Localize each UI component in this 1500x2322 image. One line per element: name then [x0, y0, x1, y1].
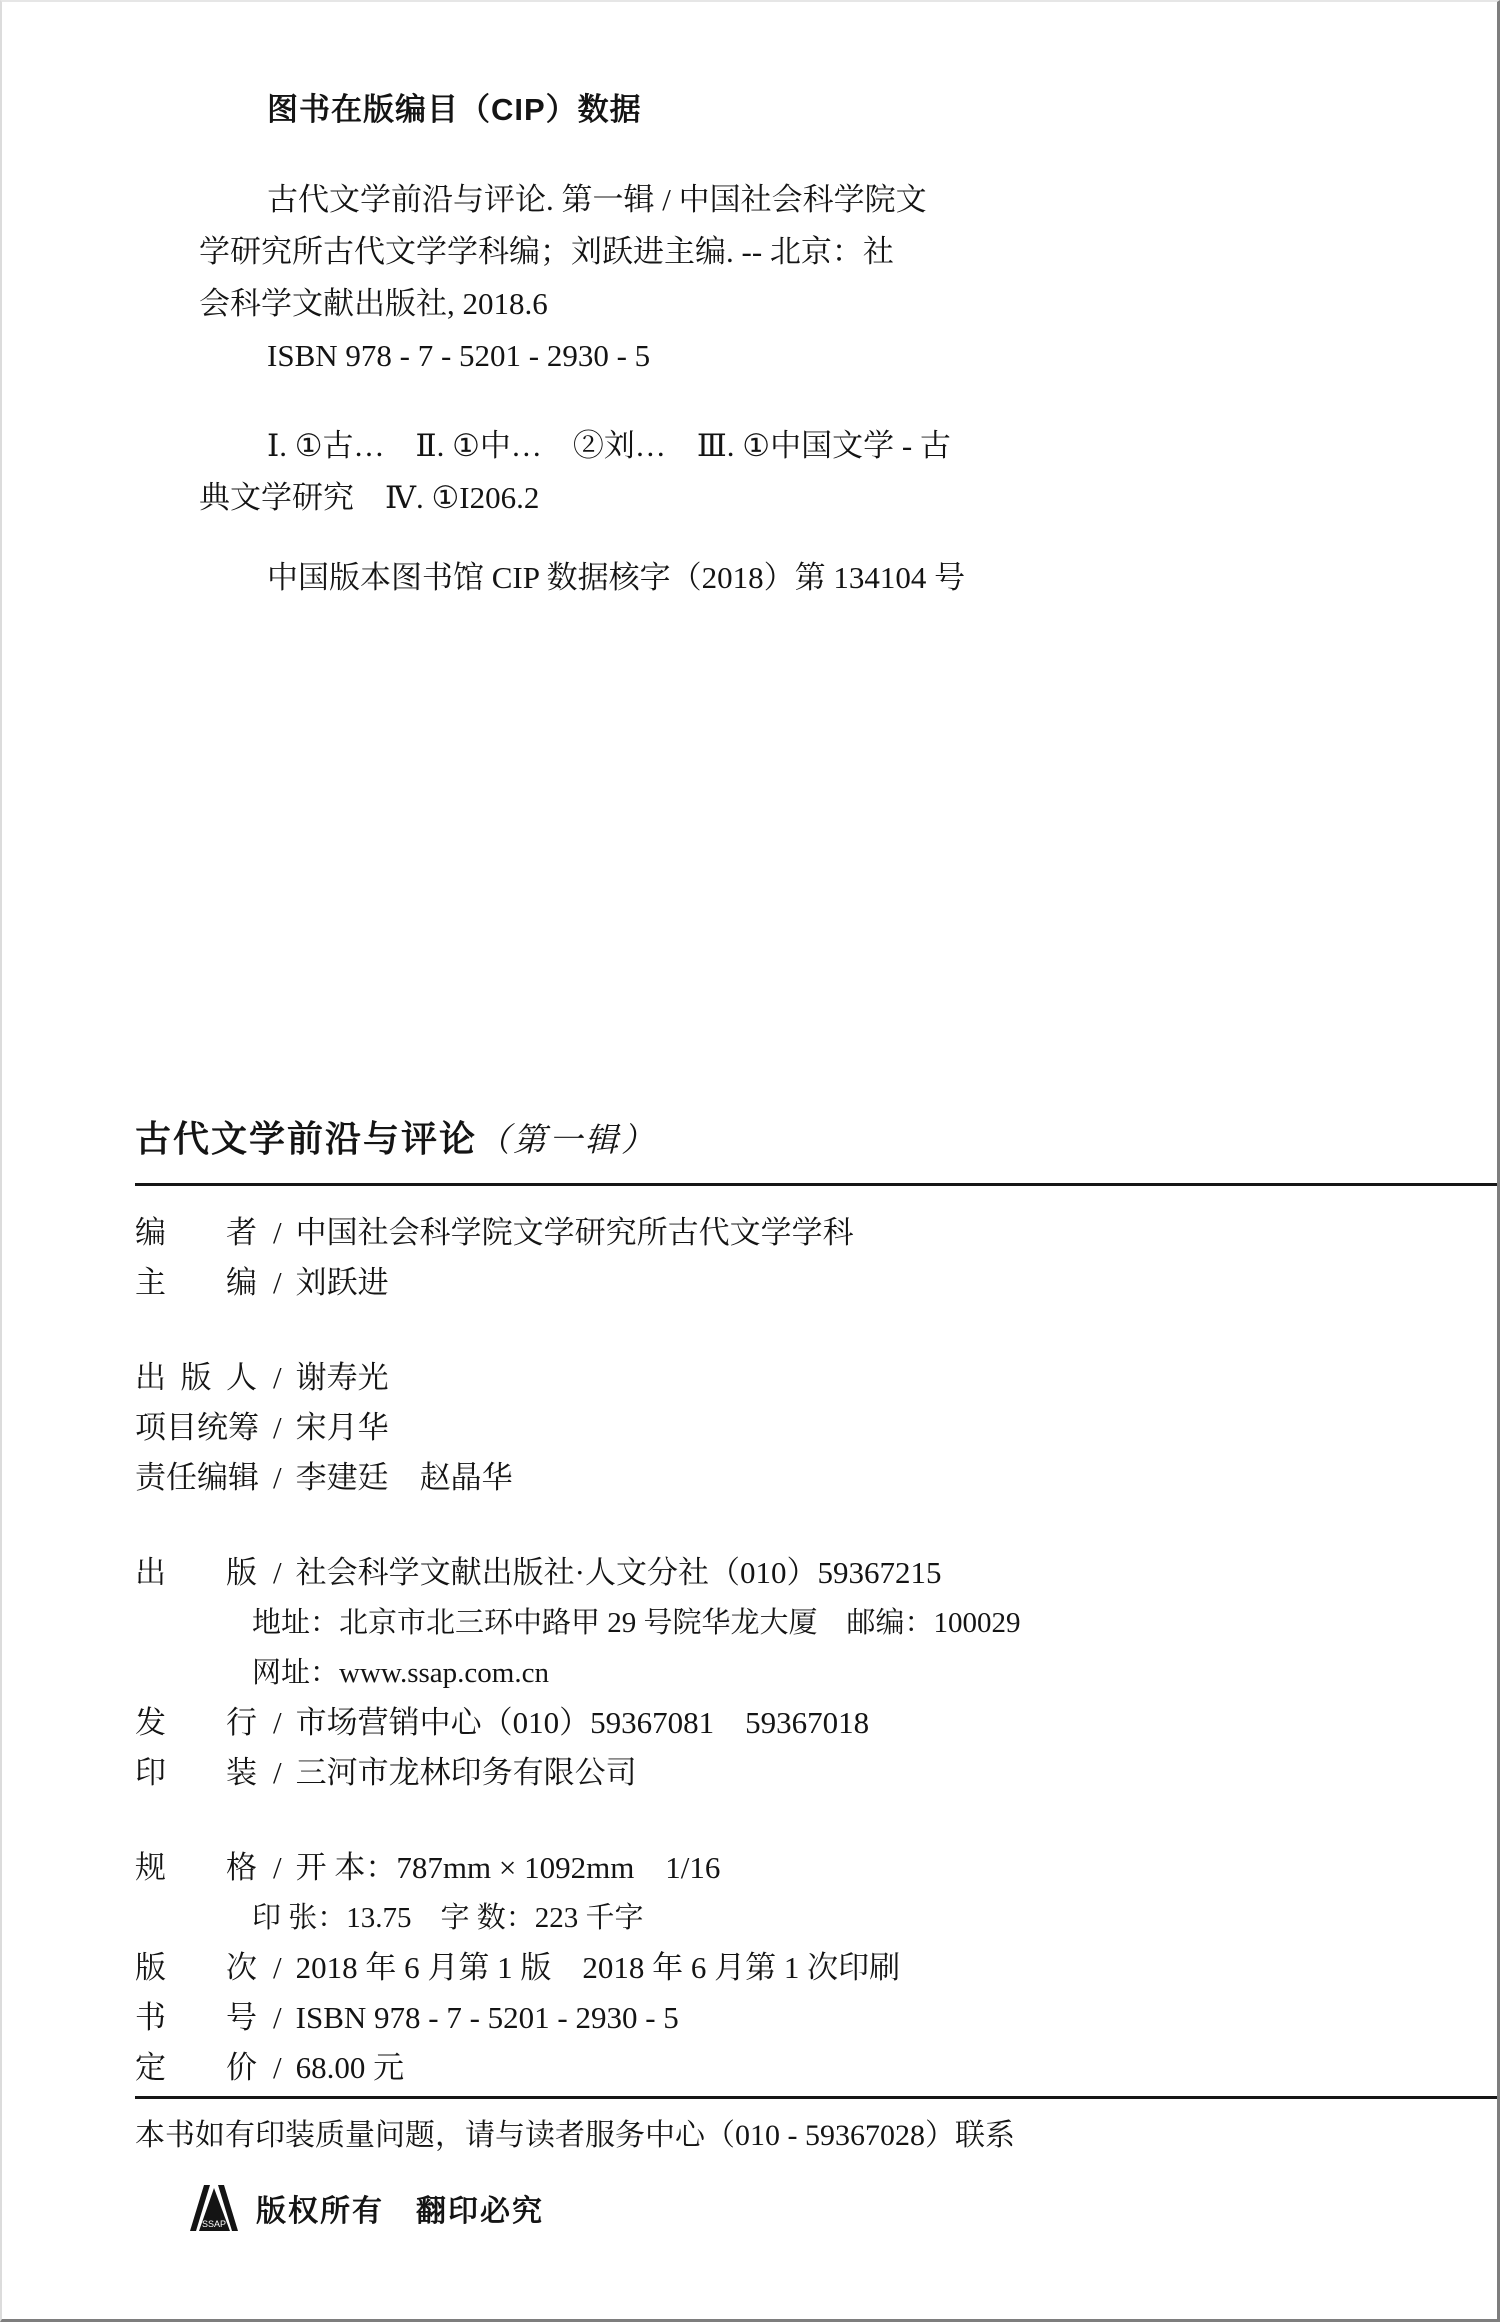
- row-label: 发 行: [135, 1705, 257, 1740]
- colophon-row-chief-editor: [135, 1258, 1497, 1308]
- copyright-notice: 版权所有 翻印必究: [256, 2195, 544, 2228]
- book-title-line: [135, 1117, 1497, 1169]
- colophon-row-isbn: [135, 1993, 1497, 2043]
- ssap-publisher-logo-icon: [190, 2185, 238, 2231]
- row-label: 定 价: [135, 2050, 257, 2085]
- colophon-row-publisher: [135, 1548, 1497, 1598]
- colophon-row-editor: [135, 1208, 1497, 1258]
- row-value: 李建廷 赵晶华: [295, 1460, 513, 1495]
- title-divider: [135, 1183, 1497, 1186]
- row-value: 社会科学文献出版社·人文分社（010）59367215: [295, 1555, 942, 1590]
- book-title-suffix: （第一辑）: [477, 1123, 658, 1159]
- row-label: 出版人: [135, 1360, 257, 1395]
- colophon-row-publisher-person: [135, 1353, 1497, 1403]
- quality-notice: 本书如有印装质量问题，请与读者服务中心（010 - 59367028）联系: [135, 2119, 1015, 2152]
- cip-isbn-line: ISBN 978 - 7 - 5201 - 2930 - 5: [267, 338, 651, 373]
- slash-separator: /: [273, 1850, 282, 1885]
- colophon-row-distribution: [135, 1698, 1497, 1748]
- format-sheets-line: 印 张：13.75 字 数：223 千字: [252, 1902, 644, 1934]
- slash-separator: /: [273, 1950, 282, 1985]
- slash-separator: /: [273, 1360, 282, 1395]
- slash-separator: /: [273, 1215, 282, 1250]
- colophon-section: [135, 1117, 1497, 2093]
- cip-registry-line: 中国版本图书馆 CIP 数据核字（2018）第 134104 号: [267, 560, 966, 595]
- publisher-address-line: 地址：北京市北三环中路甲 29 号院华龙大厦 邮编：100029: [252, 1607, 1021, 1639]
- row-label: 书 号: [135, 2000, 257, 2035]
- slash-separator: /: [273, 1755, 282, 1790]
- slash-separator: /: [273, 1460, 282, 1495]
- row-value: 三河市龙林印务有限公司: [295, 1755, 637, 1790]
- row-label: 主 编: [135, 1265, 257, 1300]
- row-value: 68.00 元: [295, 2050, 405, 2085]
- colophon-row-edition: [135, 1943, 1497, 1993]
- row-label: 编 者: [135, 1215, 257, 1250]
- cip-heading: 图书在版编目（CIP）数据: [267, 92, 642, 127]
- row-value: 2018 年 6 月第 1 版 2018 年 6 月第 1 次印刷: [295, 1950, 901, 1985]
- slash-separator: /: [273, 2050, 282, 2085]
- colophon-row-price: [135, 2043, 1497, 2093]
- slash-separator: /: [273, 1705, 282, 1740]
- footer-divider: [135, 2096, 1497, 2099]
- cip-classification-paragraph: [199, 420, 965, 524]
- row-value: 开 本：787mm × 1092mm 1/16: [295, 1850, 721, 1885]
- colophon-row-responsible-editor: [135, 1453, 1497, 1503]
- cip-class-line: 典文学研究 Ⅳ. ①I206.2: [199, 480, 540, 515]
- row-value: 谢寿光: [295, 1360, 389, 1395]
- row-value: 中国社会科学院文学研究所古代文学学科: [295, 1215, 854, 1250]
- slash-separator: /: [273, 1410, 282, 1445]
- colophon-row-project-coordinator: [135, 1403, 1497, 1453]
- row-value: 宋月华: [295, 1410, 389, 1445]
- slash-separator: /: [273, 1265, 282, 1300]
- row-label: 印 装: [135, 1755, 257, 1790]
- slash-separator: /: [273, 2000, 282, 2035]
- row-label: 版 次: [135, 1950, 257, 1985]
- row-value: 市场营销中心（010）59367081 59367018: [295, 1705, 870, 1740]
- row-label: 责任编辑: [135, 1460, 259, 1495]
- cip-record-line: 会科学文献出版社, 2018.6: [199, 286, 548, 321]
- row-label: 规 格: [135, 1850, 257, 1885]
- row-label: 出 版: [135, 1555, 257, 1590]
- ssap-logo-text: SSAP: [201, 2219, 227, 2229]
- cip-registry-paragraph: [199, 552, 965, 604]
- publisher-website-line: 网址：www.ssap.com.cn: [252, 1657, 549, 1689]
- colophon-rows: [135, 1208, 1497, 2093]
- row-label: 项目统筹: [135, 1410, 259, 1445]
- colophon-row-format: [135, 1843, 1497, 1893]
- colophon-row-printing: [135, 1748, 1497, 1798]
- row-value: ISBN 978 - 7 - 5201 - 2930 - 5: [295, 2000, 679, 2035]
- book-title: 古代文学前沿与评论: [135, 1118, 478, 1159]
- row-value: 刘跃进: [295, 1265, 389, 1300]
- cip-section: [199, 92, 965, 604]
- cip-record-line: 古代文学前沿与评论. 第一辑 / 中国社会科学院文: [267, 182, 927, 217]
- cip-record-paragraph: [199, 174, 965, 382]
- cip-record-line: 学研究所古代文学学科编；刘跃进主编. -- 北京：社: [199, 234, 894, 269]
- slash-separator: /: [273, 1555, 282, 1590]
- cip-class-line: Ⅰ. ①古… Ⅱ. ①中… ②刘… Ⅲ. ①中国文学 - 古: [267, 428, 951, 463]
- copyright-row: [190, 2185, 544, 2231]
